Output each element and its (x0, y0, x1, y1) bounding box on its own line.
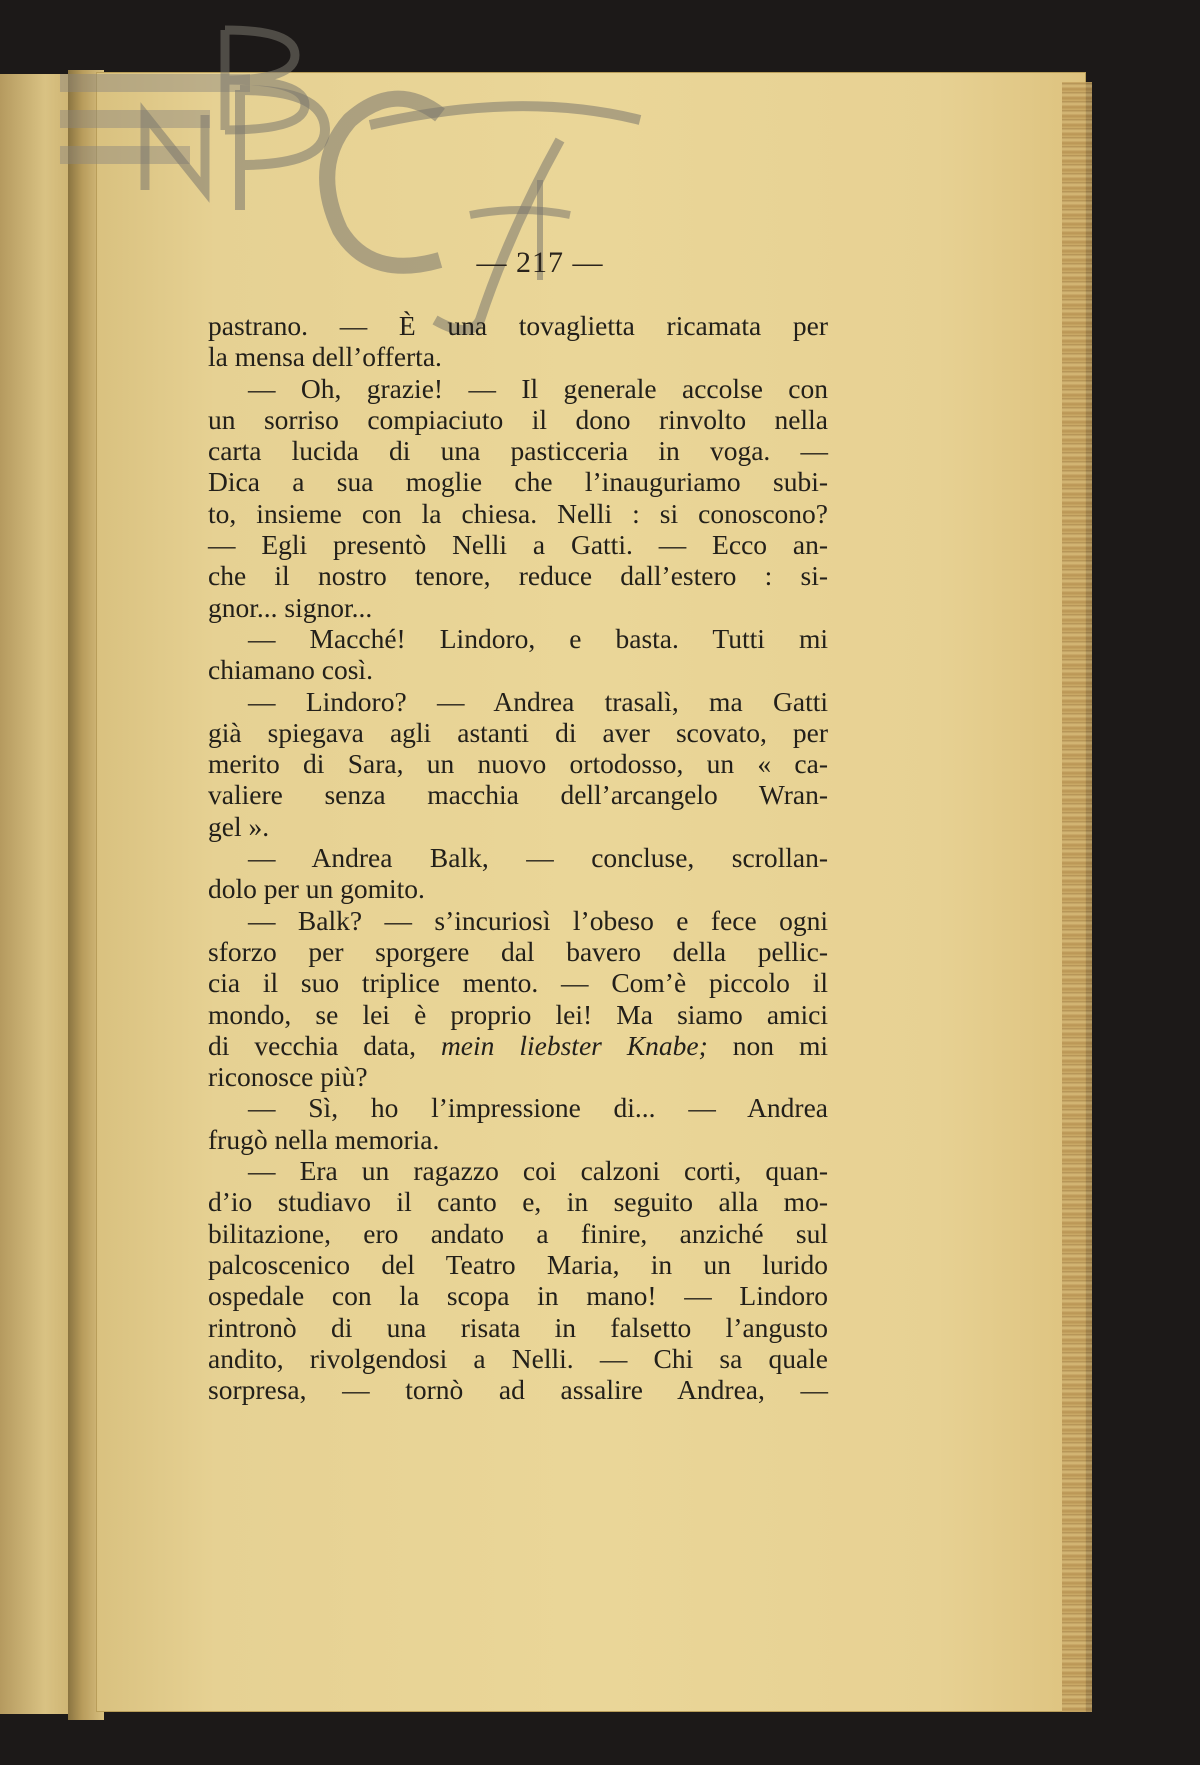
text-line: palcoscenico del Teatro Maria, in un lurido (208, 1248, 828, 1280)
text-line: — Era un ragazzo coi calzoni corti, quan- (248, 1155, 828, 1187)
page-deckled-edge (1062, 82, 1092, 1712)
text-segment: non mi (732, 1029, 828, 1061)
text-line: rintronò di una risata in falsetto l’angusto (208, 1311, 828, 1343)
text-line: già spiegava agli astanti di aver scovato, per (208, 716, 828, 748)
text-line: mondo, se lei è proprio lei! Ma siamo amici (208, 998, 828, 1030)
text-line: Dica a sua moglie che l’inauguriamo subi- (208, 466, 828, 498)
text-line: — Lindoro? — Andrea trasalì, ma Gatti (248, 685, 828, 717)
text-line: d’io studiavo il canto e, in seguito alla mo- (208, 1186, 828, 1218)
text-line: pastrano. — È una tovaglietta ricamata per (208, 310, 828, 341)
text-line: chiamano così. (208, 654, 373, 686)
page-number: — 217 — (476, 246, 604, 279)
text-line: gnor... signor... (208, 591, 373, 623)
text-line: carta lucida di una pasticceria in voga. — (208, 435, 828, 467)
text-line-mixed (208, 1030, 828, 1061)
text-line: — Andrea Balk, — concluse, scrollan- (248, 842, 828, 874)
text-line: valiere senza macchia dell’arcangelo Wran- (208, 779, 828, 811)
page-text (208, 310, 828, 1405)
text-line: — Egli presentò Nelli a Gatti. — Ecco an- (208, 529, 828, 561)
text-line: cia il suo triplice mento. — Com’è piccolo il (208, 967, 828, 999)
text-line: sorpresa, — tornò ad assalire Andrea, — (208, 1374, 828, 1406)
text-line: dolo per un gomito. (208, 873, 425, 905)
text-line: sforzo per sporgere dal bavero della pellic- (208, 935, 828, 967)
text-line: riconosce più? (208, 1061, 368, 1093)
text-line: — Sì, ho l’impressione di... — Andrea (248, 1092, 828, 1124)
text-line: — Oh, grazie! — Il generale accolse con (248, 372, 828, 404)
text-line: che il nostro tenore, reduce dall’estero : si- (208, 560, 828, 592)
text-line: merito di Sara, un nuovo ortodosso, un « ca- (208, 748, 828, 780)
text-line: la mensa dell’offerta. (208, 341, 442, 373)
text-line: to, insieme con la chiesa. Nelli : si conoscono? (208, 497, 828, 529)
italic-phrase: mein liebster Knabe; (440, 1029, 708, 1061)
text-line: ospedale con la scopa in mano! — Lindoro (208, 1280, 828, 1312)
text-line: — Macché! Lindoro, e basta. Tutti mi (248, 622, 828, 654)
text-line: un sorriso compiaciuto il dono rinvolto nella (208, 403, 828, 435)
text-line: — Balk? — s’incuriosì l’obeso e fece ogni (248, 904, 828, 936)
text-line: frugò nella memoria. (208, 1123, 440, 1155)
text-line: andito, rivolgendosi a Nelli. — Chi sa quale (208, 1342, 828, 1374)
text-segment: di vecchia data, (208, 1029, 416, 1061)
text-line: gel ». (208, 810, 270, 842)
text-line: bilitazione, ero andato a finire, anziché sul (208, 1217, 828, 1249)
